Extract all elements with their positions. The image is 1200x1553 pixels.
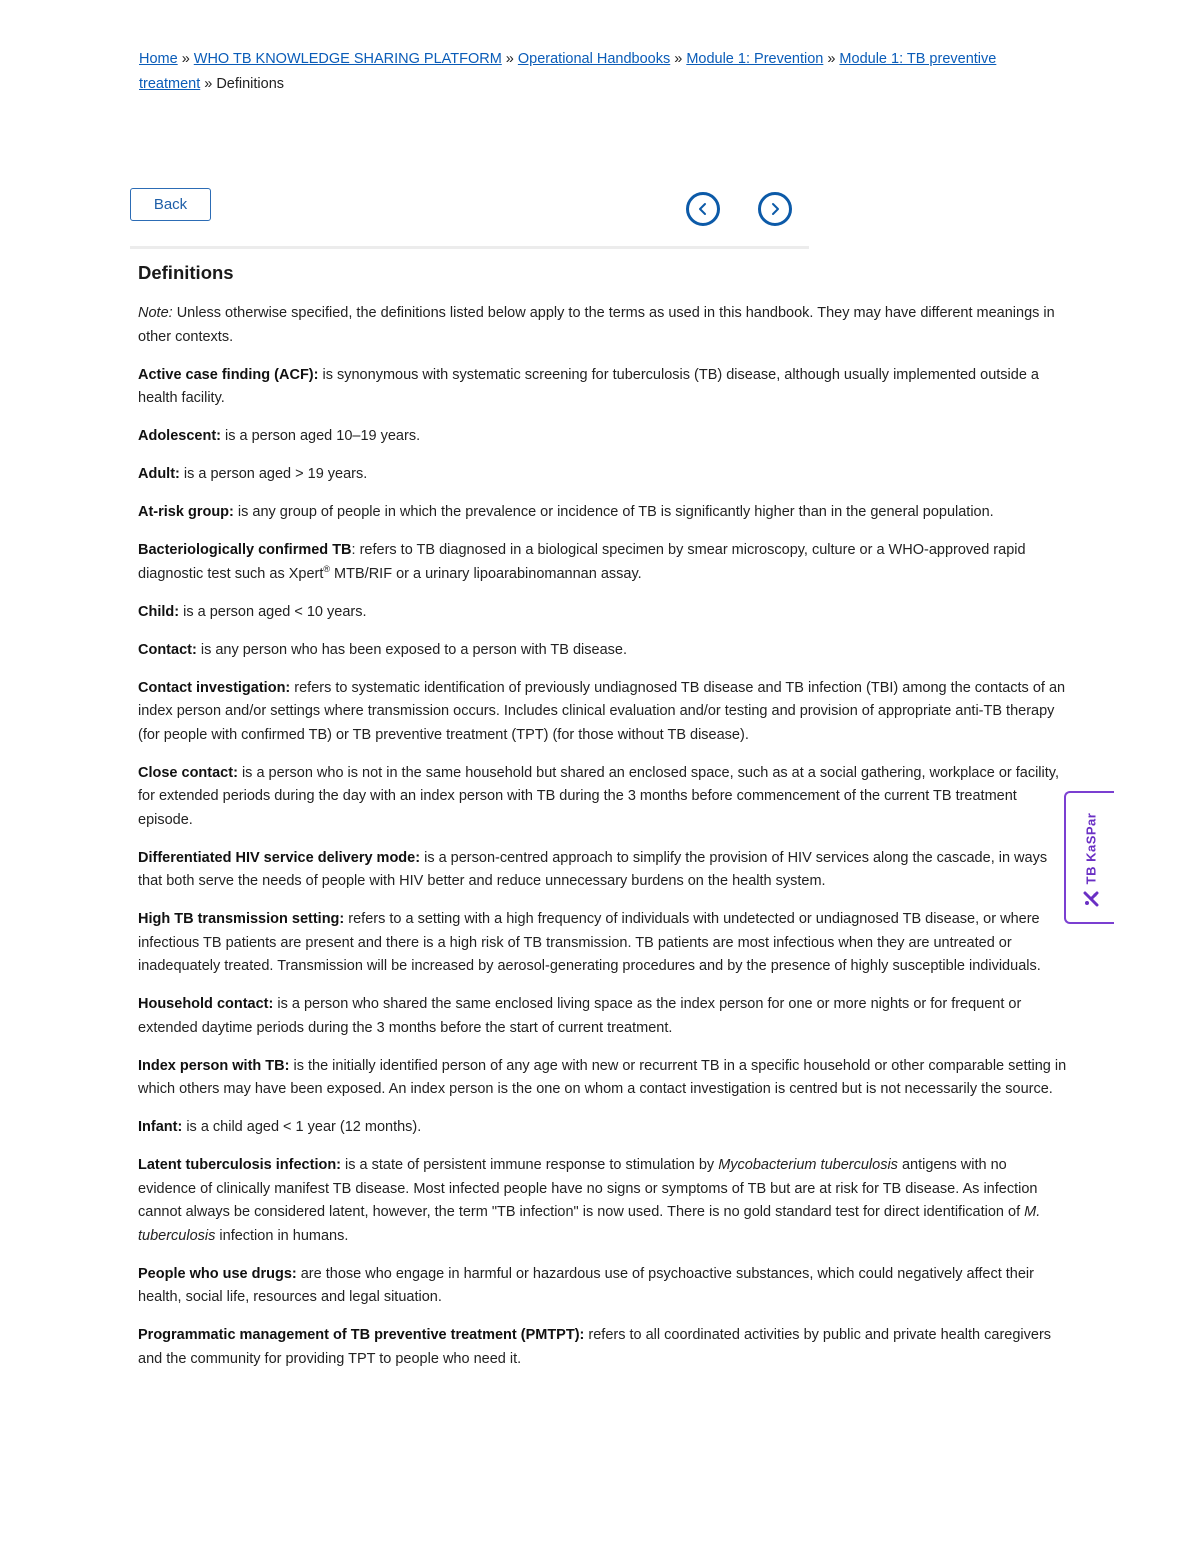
- definition-text: is a person aged 10–19 years.: [221, 428, 421, 444]
- main-content: [138, 262, 1068, 1386]
- definition-text: is the initially identified person of any age with new or recurrent TB in a specific household or other comparable setting in which others may have been exposed. An index person is the one on whom a contact investigation is centred but is not necessarily the source.: [138, 1057, 1067, 1097]
- definition-text: MTB/RIF or a urinary lipoarabinomannan assay.: [330, 565, 642, 582]
- definition-item: [138, 1324, 1068, 1371]
- definition-term: People who use drugs:: [138, 1265, 297, 1282]
- definition-text: is any person who has been exposed to a person with TB disease.: [196, 641, 627, 658]
- definition-term: Close contact:: [138, 764, 238, 781]
- breadcrumb: [139, 47, 1059, 97]
- definition-italic: M. tuberculosis: [138, 1204, 1041, 1244]
- definition-item: [138, 1116, 1068, 1140]
- definition-term: Contact:: [138, 641, 197, 658]
- definition-text: is a person who is not in the same household but shared an enclosed space, such as at a social gathering, workplace or facility, for extended periods during the day with an index person with TB during the 3 months before commencement of the current TB treatment episode.: [138, 764, 1059, 828]
- definition-term: Child:: [138, 603, 180, 620]
- definition-text: is a person aged < 10 years.: [179, 603, 367, 620]
- definition-term: Adult:: [138, 466, 180, 482]
- definition-text: are those who engage in harmful or hazardous use of psychoactive substances, which could negatively affect their health, social life, resources and legal situation.: [138, 1265, 1034, 1305]
- definition-text: : refers to TB diagnosed in a biological specimen by smear microscopy, culture or a WHO-approved rapid diagnostic test such as Xpert: [138, 542, 1026, 582]
- chevron-left-icon: [696, 202, 710, 216]
- definition-term: Active case finding (ACF):: [138, 366, 319, 383]
- definition-text: is any group of people in which the prevalence or incidence of TB is significantly higher than in the general population.: [233, 504, 994, 520]
- definition-term: High TB transmission setting:: [138, 911, 345, 927]
- definition-text: refers to all coordinated activities by public and private health caregivers and the community for providing TPT to people who need it.: [138, 1327, 1052, 1367]
- definition-term: Programmatic management of TB preventive treatment (PMTPT):: [138, 1327, 585, 1343]
- definition-text: is a person-centred approach to simplify the provision of HIV services along the cascade, in ways that both serve the needs of people with HIV better and reduce unnecessary burdens on the health system.: [138, 849, 1048, 889]
- definition-item: [138, 501, 1068, 525]
- breadcrumb-separator: »: [505, 51, 514, 67]
- definition-item: [138, 463, 1068, 487]
- definition-item: [138, 993, 1068, 1040]
- definition-term: Differentiated HIV service delivery mode:: [138, 849, 421, 866]
- definition-term: Latent tuberculosis infection:: [138, 1157, 342, 1173]
- definition-item: [138, 847, 1068, 894]
- breadcrumb-link-home[interactable]: Home: [139, 51, 178, 67]
- divider: [130, 246, 809, 249]
- definition-item: [138, 1055, 1068, 1102]
- definition-item: [138, 601, 1068, 625]
- definition-item: [138, 639, 1068, 663]
- back-button[interactable]: Back: [130, 188, 211, 221]
- definition-item: [138, 539, 1068, 586]
- note-label: Note:: [138, 305, 173, 321]
- chevron-right-icon: [768, 202, 782, 216]
- definition-text: antigens with no evidence of clinically manifest TB disease. Most infected people have no signs or symptoms of TB but are at risk for TB disease. As infection cannot always be considered latent, however, the term "TB infection" is now used. There is no gold standard test for direct identification of: [138, 1157, 1038, 1220]
- definition-text: refers to a setting with a high frequency of individuals with undetected or undiagnosed TB disease, or where infectious TB patients are present and there is a high risk of TB transmission. TB patients are most infectious when they are untreated or inadequately treated. Transmission will be increased by aerosol-generating procedures and by the presence of highly susceptible individuals.: [138, 911, 1041, 974]
- definition-item: [138, 762, 1068, 833]
- breadcrumb-separator: »: [204, 76, 213, 92]
- page-title: Definitions: [138, 262, 234, 283]
- breadcrumb-link-platform[interactable]: WHO TB KNOWLEDGE SHARING PLATFORM: [193, 51, 502, 67]
- breadcrumb-link-module-prevention[interactable]: Module 1: Prevention: [686, 51, 824, 67]
- breadcrumb-separator: »: [827, 51, 836, 67]
- definition-text: is a state of persistent immune response to stimulation by: [341, 1157, 719, 1173]
- definition-item: [138, 908, 1068, 979]
- note-text: Unless otherwise specified, the definitions listed below apply to the terms as used in this handbook. They may have different meanings in other contexts.: [138, 305, 1055, 345]
- next-page-button[interactable]: [758, 192, 792, 226]
- previous-page-button[interactable]: [686, 192, 720, 226]
- tb-kaspar-label: TB KaSPar: [1083, 812, 1099, 885]
- breadcrumb-current: Definitions: [216, 76, 285, 92]
- breadcrumb-link-module-tpt[interactable]: Module 1: TB preventive treatment: [139, 51, 997, 92]
- tb-kaspar-widget-tab[interactable]: [1064, 791, 1114, 924]
- definition-term: Bacteriologically confirmed TB: [138, 542, 352, 558]
- definition-term: Index person with TB:: [138, 1057, 290, 1074]
- definition-term: Household contact:: [138, 996, 274, 1012]
- breadcrumb-separator: »: [181, 51, 190, 67]
- definition-term: Contact investigation:: [138, 679, 291, 696]
- note-paragraph: [138, 302, 1068, 349]
- definition-text: infection in humans.: [215, 1227, 349, 1244]
- definition-text: is synonymous with systematic screening for tuberculosis (TB) disease, although usually implemented outside a health facility.: [138, 366, 1039, 406]
- definition-item: [138, 1263, 1068, 1310]
- definition-item: [138, 677, 1068, 748]
- definition-text: is a person aged > 19 years.: [179, 466, 368, 482]
- definition-text: is a person who shared the same enclosed living space as the index person for one or more nights or for frequent or extended daytime periods during the 3 months before the start of current treatment.: [138, 996, 1022, 1036]
- definition-item: [138, 1154, 1068, 1248]
- definition-italic: Mycobacterium tuberculosis: [718, 1157, 898, 1173]
- kaspar-logo-icon: [1083, 891, 1099, 907]
- definition-text: refers to systematic identification of previously undiagnosed TB disease and TB infection (TBI) among the contacts of an index person and/or settings where transmission occurs. Includes clinical evaluation and/or testing and provision of appropriate anti-TB therapy (for people with confirmed TB) or TB preventive treatment (TPT) (for those without TB disease).: [138, 679, 1066, 743]
- registered-mark: ®: [323, 563, 331, 574]
- definition-term: Adolescent:: [138, 428, 221, 444]
- breadcrumb-link-handbooks[interactable]: Operational Handbooks: [517, 51, 671, 67]
- definition-item: [138, 364, 1068, 411]
- definition-term: At-risk group:: [138, 504, 234, 520]
- definition-item: [138, 425, 1068, 449]
- breadcrumb-separator: »: [674, 51, 683, 67]
- definition-text: is a child aged < 1 year (12 months).: [182, 1119, 422, 1135]
- definition-term: Infant:: [138, 1119, 183, 1135]
